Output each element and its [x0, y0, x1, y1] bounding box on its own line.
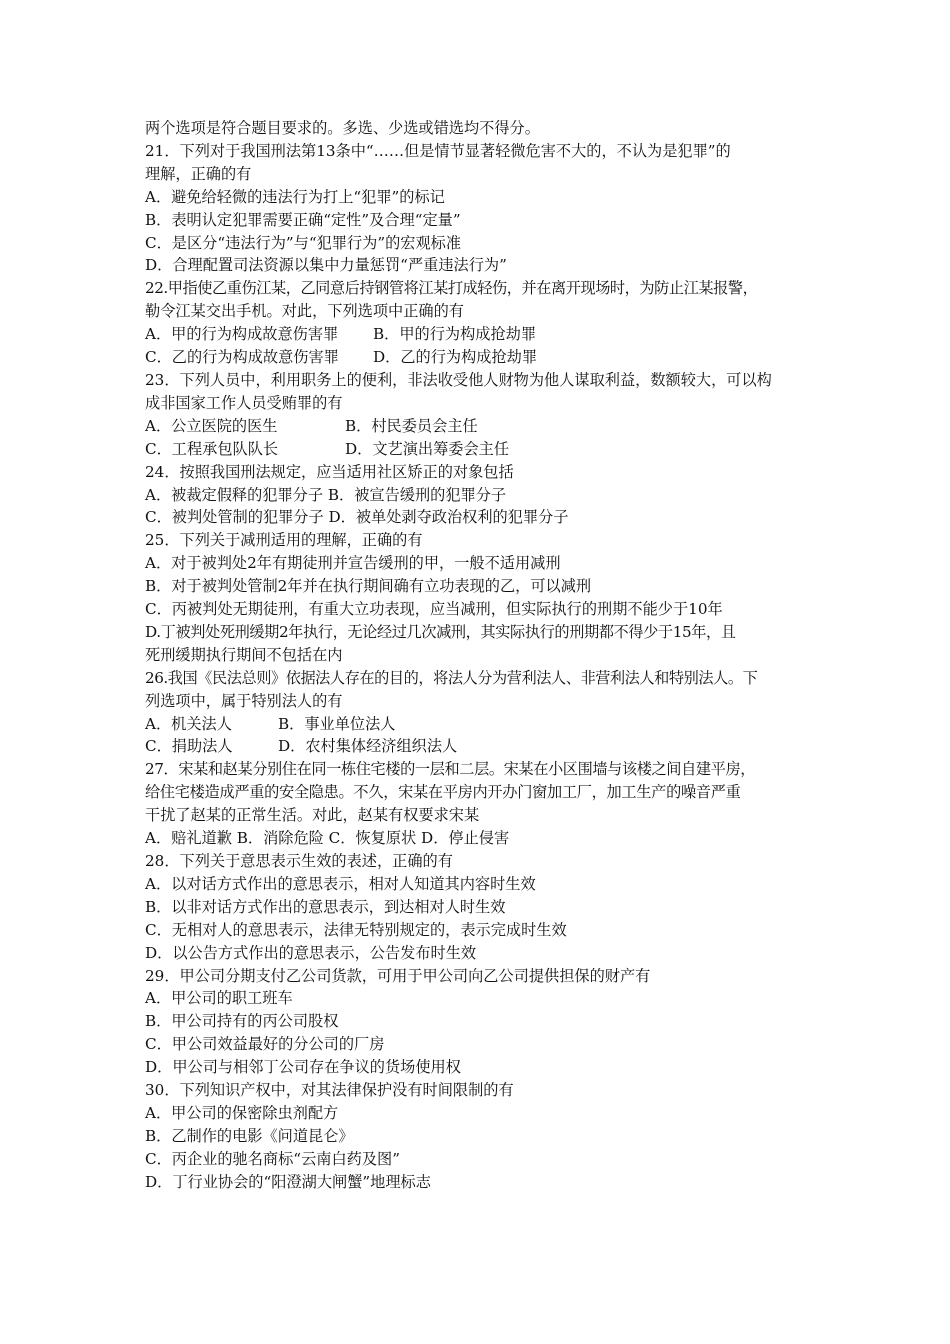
q26-option-a: A．机关法人: [145, 714, 232, 733]
q27-stem-line-2: 给住宅楼造成严重的安全隐患。不久，宋某在平房内开办门窗加工厂，加工生产的噪音严重: [145, 783, 741, 802]
q21-option-b: B．表明认定犯罪需要正确“定性”及合理“定量”: [145, 210, 461, 229]
q25-option-a: A．对于被判处2年有期徒刑并宣告缓刑的甲，一般不适用减刑: [145, 554, 561, 573]
q21-option-d: D．合理配置司法资源以集中力量惩罚“严重违法行为”: [145, 256, 507, 275]
q26-options-ab: [145, 713, 813, 736]
intro-line: 两个选项是符合题目要求的。多选、少选或错选均不得分。: [145, 119, 540, 137]
q21-stem-line-1: 21．下列对于我国刑法第13条中“……但是情节显著轻微危害不大的，不认为是犯罪”的: [145, 141, 731, 160]
question-25: [145, 529, 813, 666]
q21-option-c: C．是区分“违法行为”与“犯罪行为”的宏观标准: [145, 233, 462, 252]
q24-options-cd: C．被判处管制的犯罪分子 D．被单处剥夺政治权利的犯罪分子: [145, 508, 569, 527]
q26-stem-line-1: 26.我国《民法总则》依据法人存在的目的，将法人分为营利法人、非营利法人和特别法人。下: [145, 668, 758, 687]
q26-option-b: B．事业单位法人: [278, 714, 396, 733]
q27-options: A．赔礼道歉 B．消除危险 C．恢复原状 D．停止侵害: [145, 829, 510, 848]
q28-option-c: C．无相对人的意思表示，法律无特别规定的，表示完成时生效: [145, 920, 567, 939]
q22-option-b: B．甲的行为构成抢劫罪: [373, 325, 537, 344]
q28-option-d: D．以公告方式作出的意思表示，公告发布时生效: [145, 943, 477, 962]
q22-stem-line-2: 勒令江某交出手机。对此，下列选项中正确的有: [145, 302, 464, 321]
q24-options-ab: A．被裁定假释的犯罪分子 B．被宣告缓刑的犯罪分子: [145, 485, 507, 504]
q29-option-c: C．甲公司效益最好的分公司的厂房: [145, 1035, 385, 1054]
q23-options-ab: [145, 415, 813, 438]
q22-option-a: A．甲的行为构成故意伤害罪: [145, 325, 339, 344]
q26-option-c: C．捐助法人: [145, 737, 233, 756]
q23-stem-line-1: 23．下列人员中，利用职务上的便利，非法收受他人财物为他人谋取利益，数额较大，可以构: [145, 370, 772, 389]
q23-option-a: A．公立医院的医生: [145, 416, 278, 435]
q22-stem-line-1: 22.甲指使乙重伤江某，乙同意后持钢管将江某打成轻伤，并在离开现场时，为防止江某报警，: [145, 279, 758, 298]
q30-option-c: C．丙企业的驰名商标“云南白药及图”: [145, 1149, 400, 1168]
q23-stem-line-2: 成非国家工作人员受贿罪的有: [145, 393, 343, 412]
q23-option-b: B．村民委员会主任: [345, 416, 478, 435]
q22-options-ab: [145, 323, 813, 346]
q30-option-b: B．乙制作的电影《问道昆仑》: [145, 1126, 354, 1145]
q30-option-a: A．甲公司的保密除虫剂配方: [145, 1103, 339, 1122]
question-30: [145, 1079, 813, 1194]
q25-option-b: B．对于被判处管制2年并在执行期间确有立功表现的乙，可以减刑: [145, 577, 592, 596]
q24-stem: 24．按照我国刑法规定，应当适用社区矫正的对象包括: [145, 462, 514, 481]
q27-stem-line-3: 干扰了赵某的正常生活。对此，赵某有权要求宋某: [145, 806, 480, 825]
q21-option-a: A．避免给轻微的违法行为打上“犯罪”的标记: [145, 187, 445, 206]
q22-option-c: C．乙的行为构成故意伤害罪: [145, 348, 339, 367]
q23-option-d: D．文艺演出筹委会主任: [345, 439, 510, 458]
q25-stem: 25．下列关于减刑适用的理解，正确的有: [145, 531, 423, 550]
document-page: [145, 117, 813, 1194]
question-21: [145, 140, 813, 277]
q28-option-a: A．以对话方式作出的意思表示，相对人知道其内容时生效: [145, 874, 536, 893]
q30-option-d: D．丁行业协会的“阳澄湖大闸蟹”地理标志: [145, 1172, 431, 1191]
question-27: [145, 758, 813, 850]
question-24: [145, 461, 813, 530]
q22-options-cd: [145, 346, 813, 369]
q26-stem-line-2: 列选项中，属于特别法人的有: [145, 691, 343, 710]
q25-option-c: C．丙被判处无期徒刑，有重大立功表现，应当减刑，但实际执行的刑期不能少于10年: [145, 600, 723, 619]
q29-option-b: B．甲公司持有的丙公司股权: [145, 1012, 339, 1031]
q23-options-cd: [145, 438, 813, 461]
question-22: [145, 277, 813, 369]
q30-stem: 30．下列知识产权中，对其法律保护没有时间限制的有: [145, 1081, 514, 1100]
q21-stem-line-2: 理解，正确的有: [145, 164, 252, 183]
q25-option-d-line-1: D.丁被判处死刑缓期2年执行，无论经过几次减刑，其实际执行的刑期都不得少于15年，且: [145, 622, 736, 641]
q29-stem: 29．甲公司分期支付乙公司货款，可用于甲公司向乙公司提供担保的财产有: [145, 966, 651, 985]
question-28: [145, 850, 813, 965]
q23-option-c: C．工程承包队队长: [145, 439, 279, 458]
question-26: [145, 667, 813, 759]
q29-option-a: A．甲公司的职工班车: [145, 989, 293, 1008]
question-29: [145, 965, 813, 1080]
q28-stem: 28．下列关于意思表示生效的表述，正确的有: [145, 852, 453, 870]
q26-options-cd: [145, 735, 813, 758]
q27-stem-line-1: 27．宋某和赵某分别住在同一栋住宅楼的一层和二层。宋某在小区围墙与该楼之间自建平房，: [145, 760, 756, 779]
q26-option-d: D．农村集体经济组织法人: [278, 737, 458, 756]
q25-option-d-line-2: 死刑缓期执行期间不包括在内: [145, 645, 343, 664]
q28-option-b: B．以非对话方式作出的意思表示，到达相对人时生效: [145, 897, 506, 916]
q29-option-d: D．甲公司与相邻丁公司存在争议的货场使用权: [145, 1058, 461, 1077]
q22-option-d: D．乙的行为构成抢劫罪: [373, 348, 538, 367]
question-23: [145, 369, 813, 461]
